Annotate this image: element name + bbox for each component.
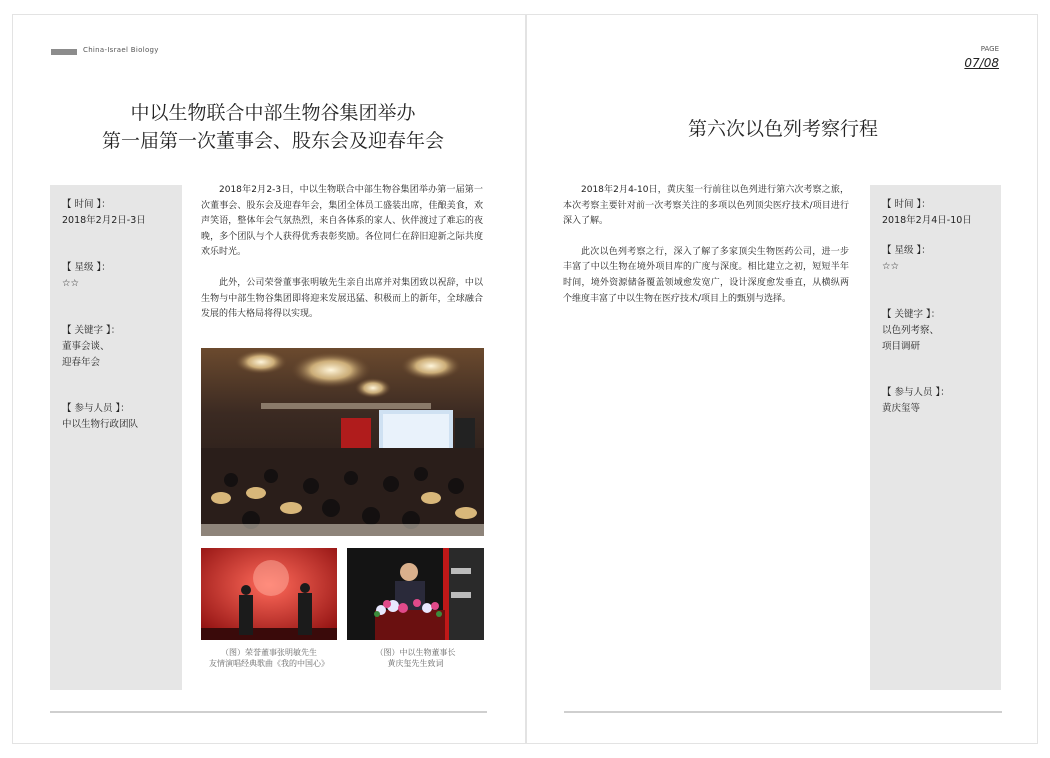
- right-paragraph-1: 2018年2月4-10日，黄庆玺一行前往以色列进行第六次考察之旅，本次考察主要针对前一次考察关注的多项以色列顶尖医疗技术/项目进行深入了解。: [563, 185, 849, 227]
- time-block: [882, 197, 972, 229]
- time-value: 2018年2月4日-10日: [882, 215, 972, 226]
- keywords-line2: 迎春年会: [62, 357, 101, 368]
- time-value: 2018年2月2日-3日: [62, 215, 146, 226]
- people-value: 中以生物行政团队: [62, 419, 139, 430]
- banquet-hall-photo: [201, 348, 484, 536]
- right-page-title: 第六次以色列考察行程: [687, 118, 878, 140]
- brand-text: China-Israel Biology: [83, 46, 159, 54]
- people-block: [882, 385, 950, 417]
- right-paragraph-2: 此次以色列考察之行，深入了解了多家顶尖生物医药公司，进一步丰富了中以生物在境外项目库的广度与深度。相比建立之初，短短半年时间，境外资源储备覆盖领域愈发宽广，设计深度愈发垂直，从横纵两个维度丰富了中以生物在医疗技术/项目上的甄别与选择。: [563, 246, 849, 304]
- singer-stage-photo: [201, 548, 337, 640]
- photo2-caption-line1: （图）中以生物董事长: [375, 648, 456, 657]
- level-block: [882, 243, 931, 275]
- keywords-line2: 项目调研: [882, 341, 921, 352]
- left-title-line1: 中以生物联合中部生物谷集团举办: [130, 102, 416, 124]
- right-footer-divider: [564, 711, 1002, 713]
- people-value: 黄庆玺等: [882, 403, 921, 414]
- left-page-title: [73, 99, 473, 155]
- chairman-speech-photo: [347, 548, 484, 640]
- level-label: 【 星级 】：: [62, 262, 111, 273]
- left-info-panel: [50, 185, 182, 690]
- photo1-caption: [195, 647, 343, 669]
- brand-bar: [51, 49, 77, 55]
- left-footer-divider: [50, 711, 487, 713]
- level-stars: ☆☆: [62, 278, 80, 289]
- left-paragraph-2: 此外，公司荣誉董事张明敏先生亲自出席并对集团致以祝辞，中以生物与中部生物谷集团即将迎来发展迅猛、积极而上的新年，全球融合发展的伟大格局将得以实现。: [201, 277, 483, 320]
- photo2-caption: [343, 647, 488, 669]
- page-number: 07/08: [964, 56, 999, 70]
- people-label: 【 参与人员 】：: [882, 387, 950, 398]
- people-label: 【 参与人员 】：: [62, 403, 130, 414]
- keywords-line1: 董事会谈、: [62, 341, 110, 352]
- left-body-text: [201, 183, 483, 338]
- left-paragraph-1: 2018年2月2-3日，中以生物联合中部生物谷集团举办第一届第一次董事会、股东会及迎春年会，集团全体员工盛装出席，佳酿美食，欢声笑语，整体年会气氛热烈，来自各体系的家人、伙伴渡过了难忘的夜晚，多个团队与个人获得优秀表彰奖励。各位同仁在辞旧迎新之际共度欢乐时光。: [201, 185, 483, 258]
- level-stars: ☆☆: [882, 261, 900, 272]
- page-label: PAGE: [980, 45, 999, 53]
- time-label: 【 时间 】：: [882, 199, 931, 210]
- time-label: 【 时间 】：: [62, 199, 111, 210]
- photo1-caption-line2: 友情演唱经典歌曲《我的中国心》: [209, 659, 329, 668]
- level-block: [62, 260, 111, 292]
- keywords-block: [62, 323, 120, 371]
- right-info-panel: [870, 185, 1001, 690]
- right-body-text: [563, 183, 849, 322]
- people-block: [62, 401, 138, 433]
- left-page: [12, 14, 526, 744]
- left-title-line2: 第一届第一次董事会、股东会及迎春年会: [101, 130, 444, 152]
- keywords-block: [882, 307, 940, 355]
- level-label: 【 星级 】：: [882, 245, 931, 256]
- right-page: [526, 14, 1038, 744]
- keywords-label: 【 关键字 】：: [882, 309, 941, 320]
- time-block: [62, 197, 146, 229]
- photo1-caption-line1: （图）荣誉董事张明敏先生: [221, 648, 317, 657]
- keywords-label: 【 关键字 】：: [62, 325, 121, 336]
- photo2-caption-line2: 黄庆玺先生致词: [387, 659, 444, 668]
- keywords-line1: 以色列考察、: [882, 325, 940, 336]
